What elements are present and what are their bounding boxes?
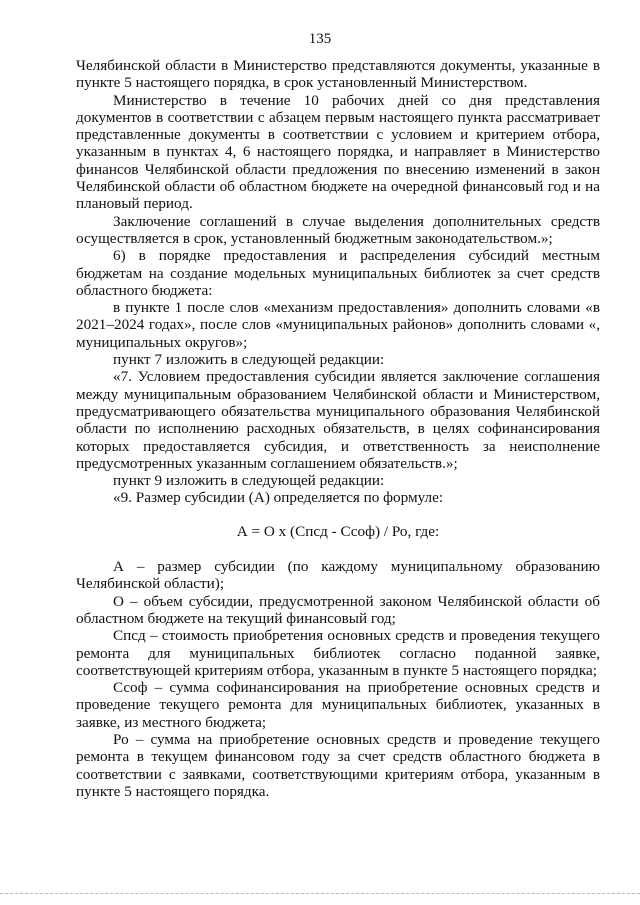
definition-paragraph: Ссоф – сумма софинансирования на приобретение основных средств и проведение текущего ремонта для муниципальных библиотек, указанных в заявке, из местного бюджета; [76, 679, 600, 731]
paragraph: Министерство в течение 10 рабочих дней со дня представления документов в соответствии с абзацем первым настоящего пункта рассматривает представленные документы в соответствии с условием и критерием отбора, указанным в пунктах 4, 6 настоящего порядка, и направляет в Министерство финансов Челябинской области предложения по внесению изменений в закон Челябинской области об областном бюджете на очередной финансовый год и на плановый период. [76, 91, 600, 213]
definition-paragraph: Ро – сумма на приобретение основных средств и проведение текущего ремонта в текущем финансовом году за счет средств областного бюджета в соответствии с заявками, соответствующими критериям отбора, указанным в пункте 5 настоящего порядка. [76, 730, 600, 800]
document-body [76, 57, 600, 800]
paragraph: Заключение соглашений в случае выделения дополнительных средств осуществляется в срок, установленный бюджетным законодательством.»; [76, 212, 600, 247]
paragraph: «9. Размер субсидии (А) определяется по формуле: [113, 489, 444, 507]
page-number: 135 [308, 31, 332, 47]
definition-paragraph: Спсд – стоимость приобретения основных средств и проведения текущего ремонта для муниципальных библиотек согласно поданной заявке, соответствующей критериям отбора, указанным в пункте 5 настоящего порядка; [76, 627, 600, 679]
paragraph: Челябинской области в Министерство представляются документы, указанные в пункте 5 настоящего порядка, в срок установленный Министерством. [76, 57, 600, 92]
formula: А = О х (Спсд - Ссоф) / Ро, где: [236, 522, 440, 540]
definition-paragraph: О – объем субсидии, предусмотренной законом Челябинской области об областном бюджете на текущий финансовый год; [76, 592, 600, 627]
paragraph: пункт 7 изложить в следующей редакции: [113, 351, 385, 369]
paragraph: в пункте 1 после слов «механизм предоставления» дополнить словами «в 2021–2024 годах», после слов «муниципальных районов» дополнить словами «, муниципальных округов»; [76, 299, 600, 351]
paragraph: 6) в порядке предоставления и распределения субсидий местным бюджетам на создание модельных муниципальных библиотек за счет средств областного бюджета: [76, 247, 600, 299]
paragraph: пункт 9 изложить в следующей редакции: [113, 472, 385, 490]
definition-paragraph: А – размер субсидии (по каждому муниципальному образованию Челябинской области); [76, 558, 600, 593]
scan-bottom-edge [0, 893, 640, 894]
paragraph: «7. Условием предоставления субсидии является заключение соглашения между муниципальным образованием Челябинской области и Министерством, предусматривающего обязательства муниципального образования Челябинской области по исполнению расходных обязательств, в целях софинансирования которых предоставляется субсидия, и ответственность за неисполнение предусмотренных указанным соглашением обязательств.»; [76, 368, 600, 472]
